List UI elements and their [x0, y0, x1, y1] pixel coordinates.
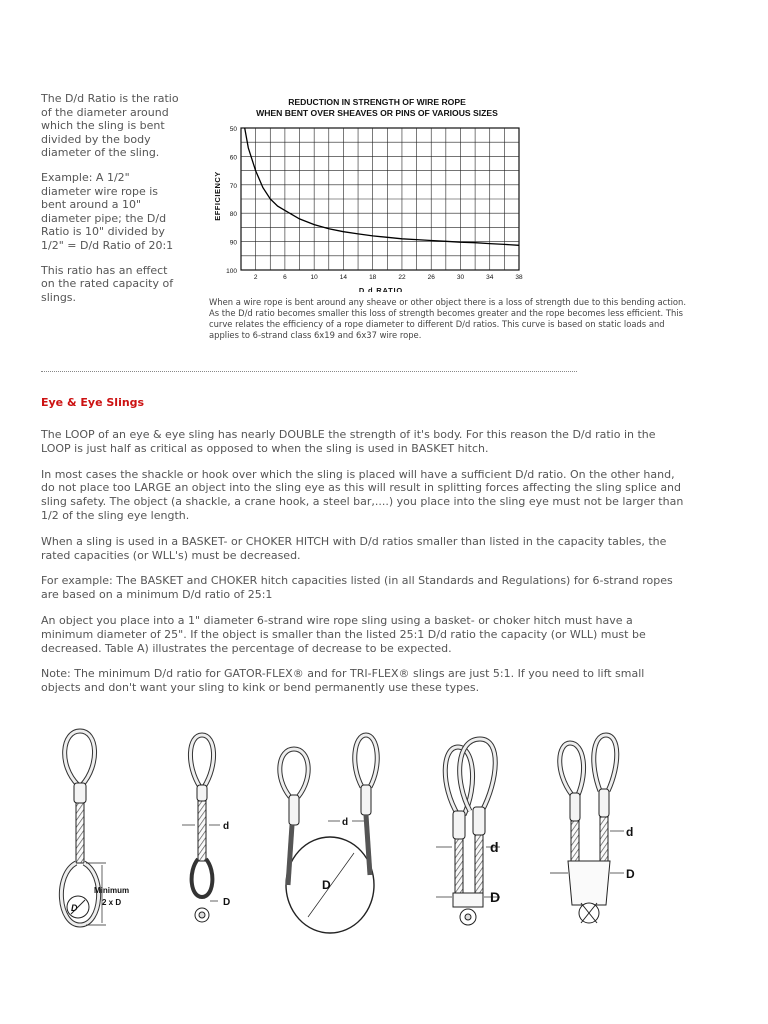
- sling-figure-double-eye: [436, 739, 500, 925]
- efficiency-chart: [207, 92, 687, 292]
- body-paragraph: Note: The minimum D/d ratio for GATOR-FLEX® and for TRI-FLEX® slings are just 5:1. If you need to lift small objects and don't want your sling to kink or bend permanently use these types.: [41, 667, 645, 695]
- body-paragraph: When a sling is used in a BASKET- or CHOKER HITCH with D/d ratios smaller than listed in the capacity tables, the rated capacities (or WLL's) must be decreased.: [41, 534, 667, 562]
- chart-x-label: D d RATIO: [358, 286, 404, 292]
- body-paragraph: The LOOP of an eye & eye sling has nearly DOUBLE the strength of it's body. For this reason the D/d ratio in the LOOP is just half as critical as opposed to when the sling is used in BASKET hitch.: [41, 428, 656, 455]
- chart-y-tick: 80: [229, 211, 237, 219]
- fig4-d-label: d: [490, 839, 499, 855]
- sling-illustrations-svg: [40, 725, 700, 940]
- efficiency-chart-svg: [207, 92, 687, 292]
- twice-d-label: 2 x D: [102, 898, 122, 907]
- chart-x-tick: 18: [369, 274, 377, 281]
- chart-x-tick: 38: [515, 274, 523, 281]
- fig5-big-d-label: D: [626, 867, 635, 881]
- chart-x-tick: 14: [339, 274, 348, 281]
- body-paragraph: An object you place into a 1" diameter 6-strand wire rope sling using a basket- or choker hitch must have a minimum diameter of 25". If the object is smaller than the listed 25:1 D/d ratio the capacity (or WLL) must be decreased. Table A) illustrates the percentage of decrease to be expected.: [41, 613, 646, 655]
- pin-d-label: D: [71, 903, 78, 913]
- chart-y-tick: 90: [229, 239, 237, 247]
- rope-d-label: d: [342, 817, 349, 828]
- section-divider: [41, 371, 577, 372]
- chart-x-tick: 26: [427, 274, 435, 281]
- chart-caption: When a wire rope is bent around any sheave or other object there is a loss of strength due to this bending action. As the D/d ratio becomes smaller this loss of strength becomes greater and the rope becomes less efficient. This curve relates the efficiency of a rope diameter to different D/d ratios. This curve is based on static loads and applies to 6-strand class 6x19 and 6x37 wire rope.: [209, 297, 686, 340]
- chart-title-line1: REDUCTION IN STRENGTH OF WIRE ROPE: [288, 97, 466, 107]
- sling-figure-eye-over-pin: [61, 731, 129, 925]
- chart-y-tick: 50: [229, 126, 237, 133]
- pipe-d-label: D: [322, 878, 331, 892]
- chart-y-label: EFFICIENCY: [213, 171, 222, 221]
- sling-figure-basket-hitch: [280, 733, 377, 934]
- efficiency-curve: [245, 128, 519, 245]
- chart-y-tick: 70: [229, 182, 237, 190]
- fig4-big-d-label: D: [490, 889, 501, 905]
- ferrule: [74, 783, 86, 803]
- body-paragraph: In most cases the shackle or hook over which the sling is placed will have a sufficient D/d ratio. On the other hand, do not place too LARGE an object into the sling eye as this will result in splitting forces affecting the sling splice and sling safety. The object (a shackle, a crane hook, a steel bar,....) you place into the sling eye must not be larger than 1/2 of the sling eye length.: [41, 467, 684, 522]
- big-d-label: D: [223, 897, 231, 908]
- chart-y-tick: 60: [229, 154, 237, 162]
- section-heading: Eye & Eye Slings: [41, 396, 145, 409]
- fig5-d-label: d: [626, 825, 634, 839]
- body-paragraph: For example: The BASKET and CHOKER hitch capacities listed (in all Standards and Regulations) for 6-strand ropes are based on a minimum D/d ratio of 25:1: [41, 574, 673, 602]
- chart-x-tick: 6: [283, 274, 287, 281]
- chart-x-tick: 2: [253, 274, 258, 281]
- sling-figure-shackle: [550, 735, 635, 923]
- chart-x-tick: 30: [456, 274, 465, 281]
- sling-figure-eye-on-shackle: [182, 735, 230, 922]
- chart-title-line2: WHEN BENT OVER SHEAVES OR PINS OF VARIOUS SIZES: [256, 108, 498, 118]
- rope-body: [76, 803, 84, 863]
- section-body: [41, 428, 686, 707]
- sidebar-paragraph: This ratio has an effect on the rated capacity of slings.: [41, 263, 174, 304]
- sling-illustrations: [40, 725, 700, 940]
- chart-x-tick: 10: [310, 274, 318, 281]
- sidebar-paragraph: The D/d Ratio is the ratio of the diameter around which the sling is bent divided by the body diameter of the sling.: [41, 92, 179, 160]
- chart-x-tick: 34: [486, 274, 494, 281]
- chart-y-tick: 100: [226, 268, 237, 275]
- chart-x-tick: 22: [398, 274, 406, 281]
- dd-ratio-explanation: [41, 92, 181, 315]
- small-d-label: d: [223, 821, 230, 832]
- sidebar-paragraph: Example: A 1/2" diameter wire rope is bent around a 10" diameter pipe; the D/d Ratio is 10" divided by 1/2" = D/d Ratio of 20:1: [41, 170, 174, 252]
- min-label: Minimum: [94, 886, 130, 895]
